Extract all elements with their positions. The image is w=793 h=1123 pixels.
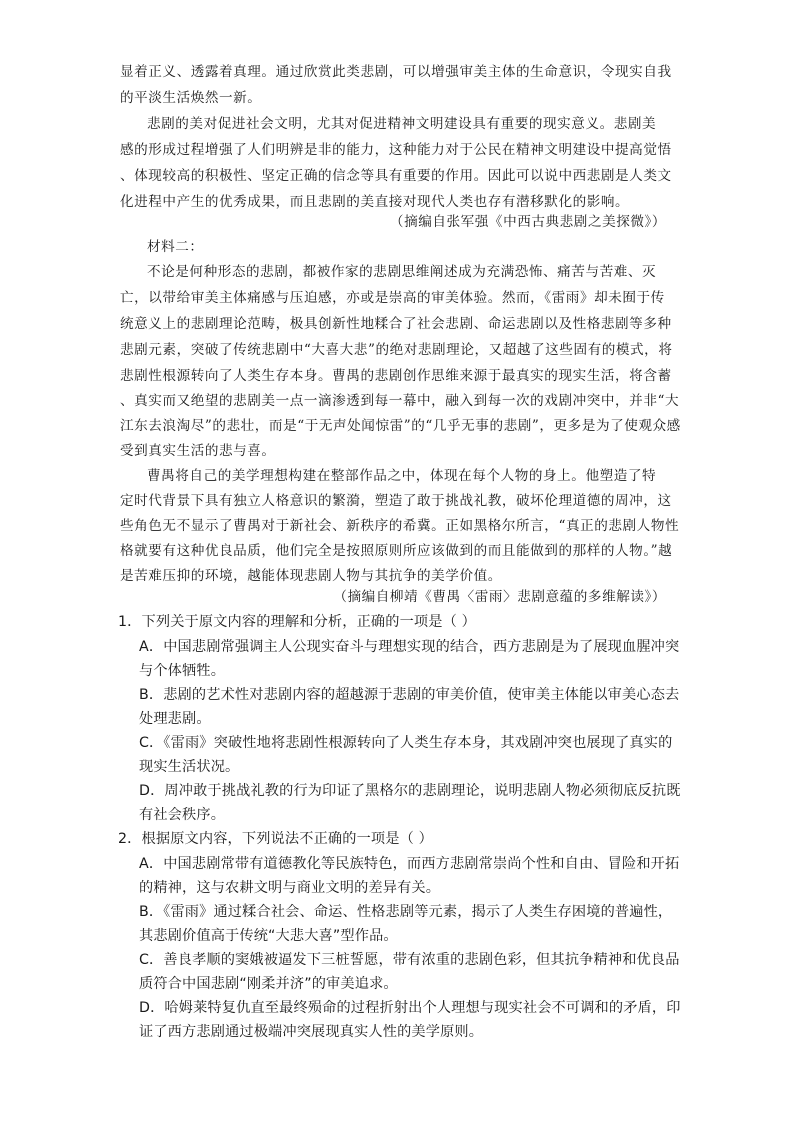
material-2-label: 材料二： bbox=[147, 239, 204, 255]
text-line: 悲剧的美对促进社会文明，尤其对促进精神文明建设具有重要的现实意义。悲剧美 bbox=[147, 116, 657, 132]
option-line: 质符合中国悲剧“刚柔并济”的审美追求。 bbox=[139, 976, 398, 992]
option-line: 其悲剧价值高于传统“大悲大喜”型作品。 bbox=[139, 928, 398, 944]
text-line: 不论是何种形态的悲剧，都被作家的悲剧思维阐述成为充满恐怖、痛苦与苦难、灭 bbox=[147, 264, 657, 280]
option-line: 与个体牺牲。 bbox=[139, 663, 226, 679]
question-stem: 1．下列关于原文内容的理解和分析，正确的一项是（ ） bbox=[118, 614, 476, 630]
text-line: 、体现较高的积极性、坚定正确的信念等具有重要的作用。因此可以说中西悲剧是人类文 bbox=[120, 168, 672, 184]
option-line: A．中国悲剧常强调主人公现实奋斗与理想实现的结合，西方悲剧是为了展现血腥冲突 bbox=[139, 639, 680, 655]
text-line: 悲剧元素，突破了传统悲剧中“大喜大悲”的绝对悲剧理论，又超越了这些固有的模式，将 bbox=[120, 342, 673, 358]
text-line: 、真实而又绝望的悲剧美一点一滴渗透到每一幕中，融入到每一次的戏剧冲突中，并非“大 bbox=[120, 393, 680, 409]
text-line: 悲剧性根源转向了人类生存本身。曹禺的悲剧创作思维来源于最真实的现实生活，将含蓄 bbox=[120, 368, 672, 384]
text-line: 是苦难压抑的环境，越能体现悲剧人物与其抗争的美学价值。 bbox=[120, 568, 502, 584]
option-line: 证了西方悲剧通过极端冲突展现真实人性的美学原则。 bbox=[139, 1024, 484, 1040]
text-line: 亡，以带给审美主体痛感与压迫感，亦或是崇高的审美体验。然而，《雷雨》却未囿于传 bbox=[120, 290, 665, 306]
option-line: 处理悲剧。 bbox=[139, 711, 211, 727]
text-line: 化进程中产生的优秀成果，而且悲剧的美直接对现代人类也存有潜移默化的影响。 bbox=[120, 194, 630, 210]
text-line: 曹禺将自己的美学理想构建在整部作品之中，体现在每个人物的身上。他塑造了特 bbox=[147, 468, 657, 484]
option-line: A．中国悲剧常带有道德教化等民族特色，而西方悲剧常崇尚个性和自由、冒险和开拓 bbox=[139, 856, 680, 872]
text-line: 定时代背景下具有独立人格意识的繁漪，塑造了敢于挑战礼教，破坏伦理道德的周冲，这 bbox=[120, 493, 672, 509]
option-line: C．善良孝顺的窦娥被逼发下三桩誓愿，带有浓重的悲剧色彩，但其抗争精神和优良品 bbox=[139, 952, 680, 968]
text-line: 统意义上的悲剧理论范畴，极具创新性地糅合了社会悲剧、命运悲剧以及性格悲剧等多种 bbox=[120, 316, 672, 332]
question-stem: 2．根据原文内容，下列说法不正确的一项是（ ） bbox=[118, 831, 433, 847]
option-line: D．哈姆莱特复仇直至最终殒命的过程折射出个人理想与现实社会不可调和的矛盾，印 bbox=[139, 1000, 681, 1016]
option-line: B．《雷雨》通过糅合社会、命运、性格悲剧等元素，揭示了人类生存困境的普遍性， bbox=[139, 904, 673, 920]
option-line: C．《雷雨》突破性地将悲剧性根源转向了人类生存本身，其戏剧冲突也展现了真实的 bbox=[139, 735, 673, 751]
text-line: 感的形成过程增强了人们明辨是非的能力，这种能力对于公民在精神文明建设中提高觉悟 bbox=[120, 142, 672, 158]
option-line: 现实生活状况。 bbox=[139, 759, 240, 775]
option-line: 有社会秩序。 bbox=[139, 807, 226, 823]
option-line: 的精神，这与农耕文明与商业文明的差异有关。 bbox=[139, 880, 441, 896]
text-line: 格就要有这种优良品质，他们完全是按照原则所应该做到的而且能做到的那样的人物。”越 bbox=[120, 543, 673, 559]
option-line: B．悲剧的艺术性对悲剧内容的超越源于悲剧的审美价值，使审美主体能以审美心态去 bbox=[139, 687, 680, 703]
text-line: 受到真实生活的悲与喜。 bbox=[120, 443, 276, 459]
text-line: 显着正义、透露着真理。通过欣赏此类悲剧，可以增强审美主体的生命意识，令现实自我 bbox=[120, 64, 672, 80]
option-line: D．周冲敢于挑战礼教的行为印证了黑格尔的悲剧理论，说明悲剧人物必须彻底反抗既 bbox=[139, 783, 681, 799]
text-line: 江东去浪淘尽”的悲壮，而是“于无声处闻惊雷”的“几乎无事的悲剧”，更多是为了使观众感 bbox=[120, 418, 681, 434]
text-line: 些角色无不显示了曹禺对于新社会、新秩序的希冀。正如黑格尔所言，“真正的悲剧人物性 bbox=[120, 518, 680, 534]
source-citation-2: （摘编自柳靖《曹禺〈雷雨〉悲剧意蕴的多维解读》） bbox=[333, 589, 666, 605]
text-line: 的平淡生活焕然一新。 bbox=[120, 90, 262, 106]
source-citation-1: （摘编自张军强《中西古典悲剧之美探微》） bbox=[389, 214, 666, 230]
